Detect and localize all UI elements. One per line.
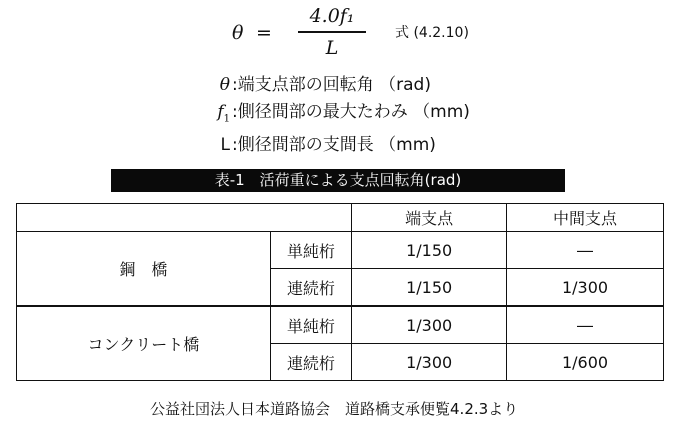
middle-support-value: 1/300 <box>507 269 664 307</box>
group-steel-bridge: 鋼 橋 <box>17 232 271 307</box>
header-middle-support: 中間支点 <box>507 204 664 232</box>
definition-symbol: θ <box>219 75 230 95</box>
rotation-angle-formula <box>0 0 680 70</box>
group-concrete-bridge: コンクリート橋 <box>17 306 271 381</box>
rotation-angle-table <box>16 203 664 381</box>
middle-support-value: 1/600 <box>507 344 664 381</box>
equation-number: 式 (4.2.10) <box>395 25 469 41</box>
definition-f1 <box>196 99 470 132</box>
middle-support-value: ― <box>507 306 664 344</box>
end-support-value: 1/150 <box>352 269 507 307</box>
end-support-value: 1/300 <box>352 344 507 381</box>
header-end-support: 端支点 <box>352 204 507 232</box>
table-title: 表-1 活荷重による支点回転角(rad) <box>111 169 565 192</box>
table-row <box>17 232 664 269</box>
header-blank <box>17 204 352 232</box>
formula-fraction <box>292 4 372 60</box>
table-header-row <box>17 204 664 232</box>
formula-denominator: L <box>325 36 339 59</box>
definition-text: :側径間部の支間長 （mm) <box>232 135 436 156</box>
formula-lhs: θ <box>232 22 244 44</box>
table-row <box>17 306 664 344</box>
formula-equals: = <box>256 22 272 44</box>
girder-type: 単純桁 <box>270 306 351 344</box>
middle-support-value: ― <box>507 232 664 269</box>
girder-type: 連続桁 <box>270 269 351 307</box>
definition-theta <box>196 72 470 99</box>
fraction-bar <box>298 31 366 33</box>
definition-l <box>196 132 470 159</box>
end-support-value: 1/300 <box>352 306 507 344</box>
definition-text: :側径間部の最大たわみ （mm) <box>232 102 470 122</box>
end-support-value: 1/150 <box>352 232 507 269</box>
formula-numerator: 4.0f₁ <box>309 5 355 27</box>
definition-symbol: $f_1$ <box>217 102 230 125</box>
definition-text: :端支点部の回転角 （rad) <box>232 75 431 95</box>
girder-type: 単純桁 <box>270 232 351 269</box>
source-citation: 公益社団法人日本道路協会 道路橋支承便覧4.2.3より <box>150 400 519 418</box>
definition-symbol: L <box>220 135 230 156</box>
girder-type: 連続桁 <box>270 344 351 381</box>
variable-definitions <box>196 72 470 159</box>
